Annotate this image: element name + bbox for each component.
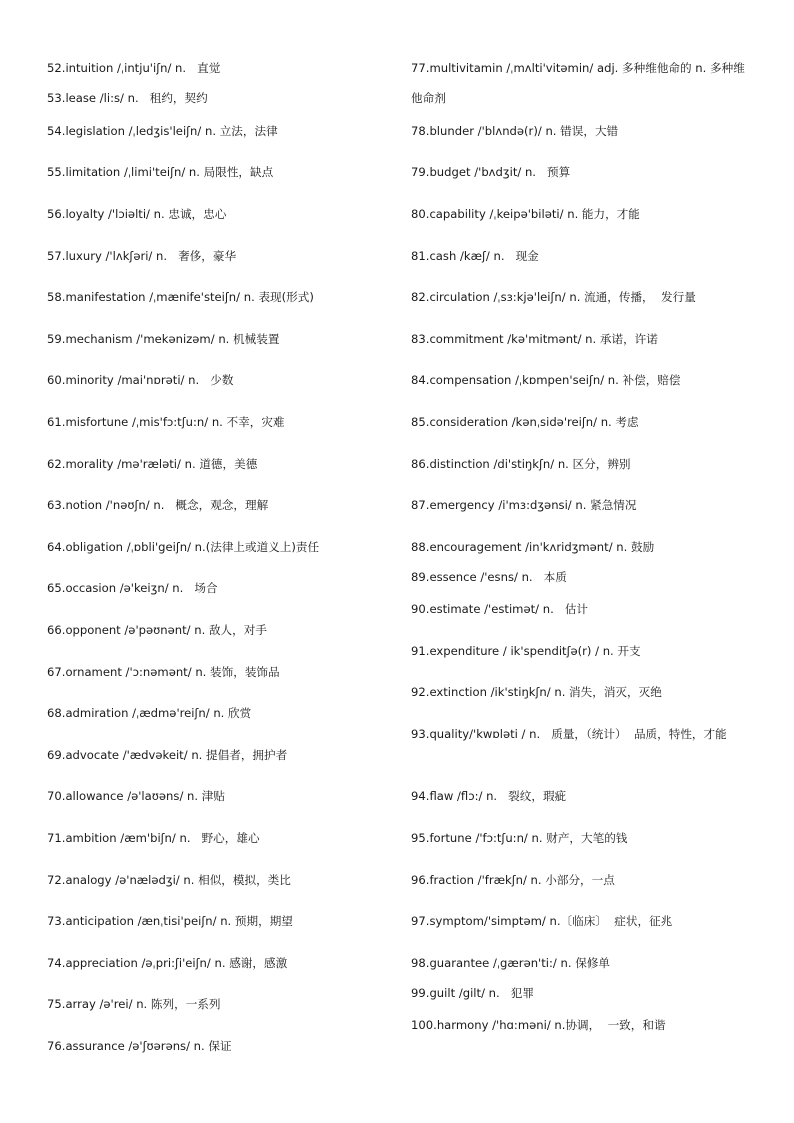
entry-53: 53.lease /li:s/ n. 租约，契约 (47, 91, 208, 105)
entry-92: 92.extinction /ik'stiŋkʃn/ n. 消失，消灭，灭绝 (411, 685, 662, 699)
entry-87: 87.emergency /i'mɜ:dʒənsi/ n. 紧急情况 (411, 498, 637, 512)
entry-60: 60.minority /mai'nɒrəti/ n. 少数 (47, 373, 234, 387)
entry-69: 69.advocate /'ædvəkeit/ n. 提倡者，拥护者 (47, 748, 288, 762)
entry-67: 67.ornament /'ɔ:nəmənt/ n. 装饰，装饰品 (47, 665, 280, 679)
entry-97: 97.symptom/'simptəm/ n.〔临床〕 症状，征兆 (411, 914, 673, 928)
entry-82: 82.circulation /ˌsɜ:kjə'leiʃn/ n. 流通，传播， 发行量 (411, 290, 696, 304)
entry-81: 81.cash /kæʃ/ n. 现金 (411, 249, 539, 263)
entry-70: 70.allowance /ə'laʊəns/ n. 津贴 (47, 789, 225, 803)
entry-86: 86.distinction /di'stiŋkʃn/ n. 区分，辨别 (411, 457, 631, 471)
entry-90: 90.estimate /'estimət/ n. 估计 (411, 602, 589, 616)
entry-63: 63.notion /'nəʊʃn/ n. 概念，观念，理解 (47, 498, 269, 512)
entry-89: 89.essence /'esns/ n. 本质 (411, 570, 567, 584)
entry-88: 88.encouragement /in'kʌridʒmənt/ n. 鼓励 (411, 540, 655, 554)
entry-64: 64.obligation /ˌɒbli'geiʃn/ n.(法律上或道义上)责任 (47, 540, 320, 554)
entry-73: 73.anticipation /ænˌtisi'peiʃn/ n. 预期，期望 (47, 914, 293, 928)
entry-80: 80.capability /ˌkeipə'biləti/ n. 能力，才能 (411, 207, 640, 221)
entry-100: 100.harmony /'hɑ:məni/ n.协调， 一致，和谐 (411, 1018, 666, 1032)
entry-52: 52.intuition /ˌintju'iʃn/ n. 直觉 (47, 61, 221, 75)
entry-55: 55.limitation /ˌlimi'teiʃn/ n. 局限性，缺点 (47, 165, 274, 179)
entry-58: 58.manifestation /ˌmænife'steiʃn/ n. 表现(形式) (47, 290, 314, 304)
entry-61: 61.misfortune /ˌmis'fɔ:tʃu:n/ n. 不幸，灾难 (47, 415, 285, 429)
entry-54: 54.legislation /ˌledʒis'leiʃn/ n. 立法，法律 (47, 124, 278, 138)
entry-84: 84.compensation /ˌkɒmpen'seiʃn/ n. 补偿，赔偿 (411, 373, 681, 387)
entry-77: 77.multivitamin /ˌmʌlti'vitəmin/ adj. 多种维他命的 n. 多种维他命剂 (411, 61, 745, 105)
entry-78: 78.blunder /'blʌndə(r)/ n. 错误，大错 (411, 124, 619, 138)
entry-62: 62.morality /mə'ræləti/ n. 道德，美德 (47, 457, 258, 471)
entry-57: 57.luxury /'lʌkʃəri/ n. 奢侈，豪华 (47, 249, 237, 263)
entry-79: 79.budget /'bʌdʒit/ n. 预算 (411, 165, 571, 179)
entry-85: 85.consideration /kənˌsidə'reiʃn/ n. 考虑 (411, 415, 639, 429)
entry-59: 59.mechanism /'mekənizəm/ n. 机械装置 (47, 332, 280, 346)
entry-91: 91.expenditure / ik'spenditʃə(r) / n. 开支 (411, 644, 641, 658)
entry-94: 94.flaw /flɔ:/ n. 裂纹，瑕疵 (411, 789, 567, 803)
entry-83: 83.commitment /kə'mitmənt/ n. 承诺，许诺 (411, 332, 658, 346)
entry-93: 93.quality/'kwɒləti / n. 质量，（统计） 品质，特性，才能 (411, 727, 727, 741)
entry-98: 98.guarantee /ˌgærən'ti:/ n. 保修单 (411, 956, 611, 970)
entry-74: 74.appreciation /əˌpri:ʃi'eiʃn/ n. 感谢，感激 (47, 956, 288, 970)
entry-66: 66.opponent /ə'pəʊnənt/ n. 敌人，对手 (47, 623, 267, 637)
entry-71: 71.ambition /æm'biʃn/ n. 野心，雄心 (47, 831, 260, 845)
entry-72: 72.analogy /ə'nælədʒi/ n. 相似，模拟，类比 (47, 873, 291, 887)
entry-68: 68.admiration /ˌædmə'reiʃn/ n. 欣赏 (47, 706, 252, 720)
entry-95: 95.fortune /'fɔ:tʃu:n/ n. 财产，大笔的钱 (411, 831, 628, 845)
entry-76: 76.assurance /ə'ʃʊərəns/ n. 保证 (47, 1039, 232, 1053)
entry-96: 96.fraction /'frækʃn/ n. 小部分，一点 (411, 873, 615, 887)
entry-65: 65.occasion /ə'keiʒn/ n. 场合 (47, 581, 218, 595)
entry-56: 56.loyalty /'lɔiəlti/ n. 忠诚，忠心 (47, 207, 227, 221)
entry-99: 99.guilt /gilt/ n. 犯罪 (411, 986, 534, 1000)
entry-75: 75.array /ə'rei/ n. 陈列，一系列 (47, 997, 221, 1011)
